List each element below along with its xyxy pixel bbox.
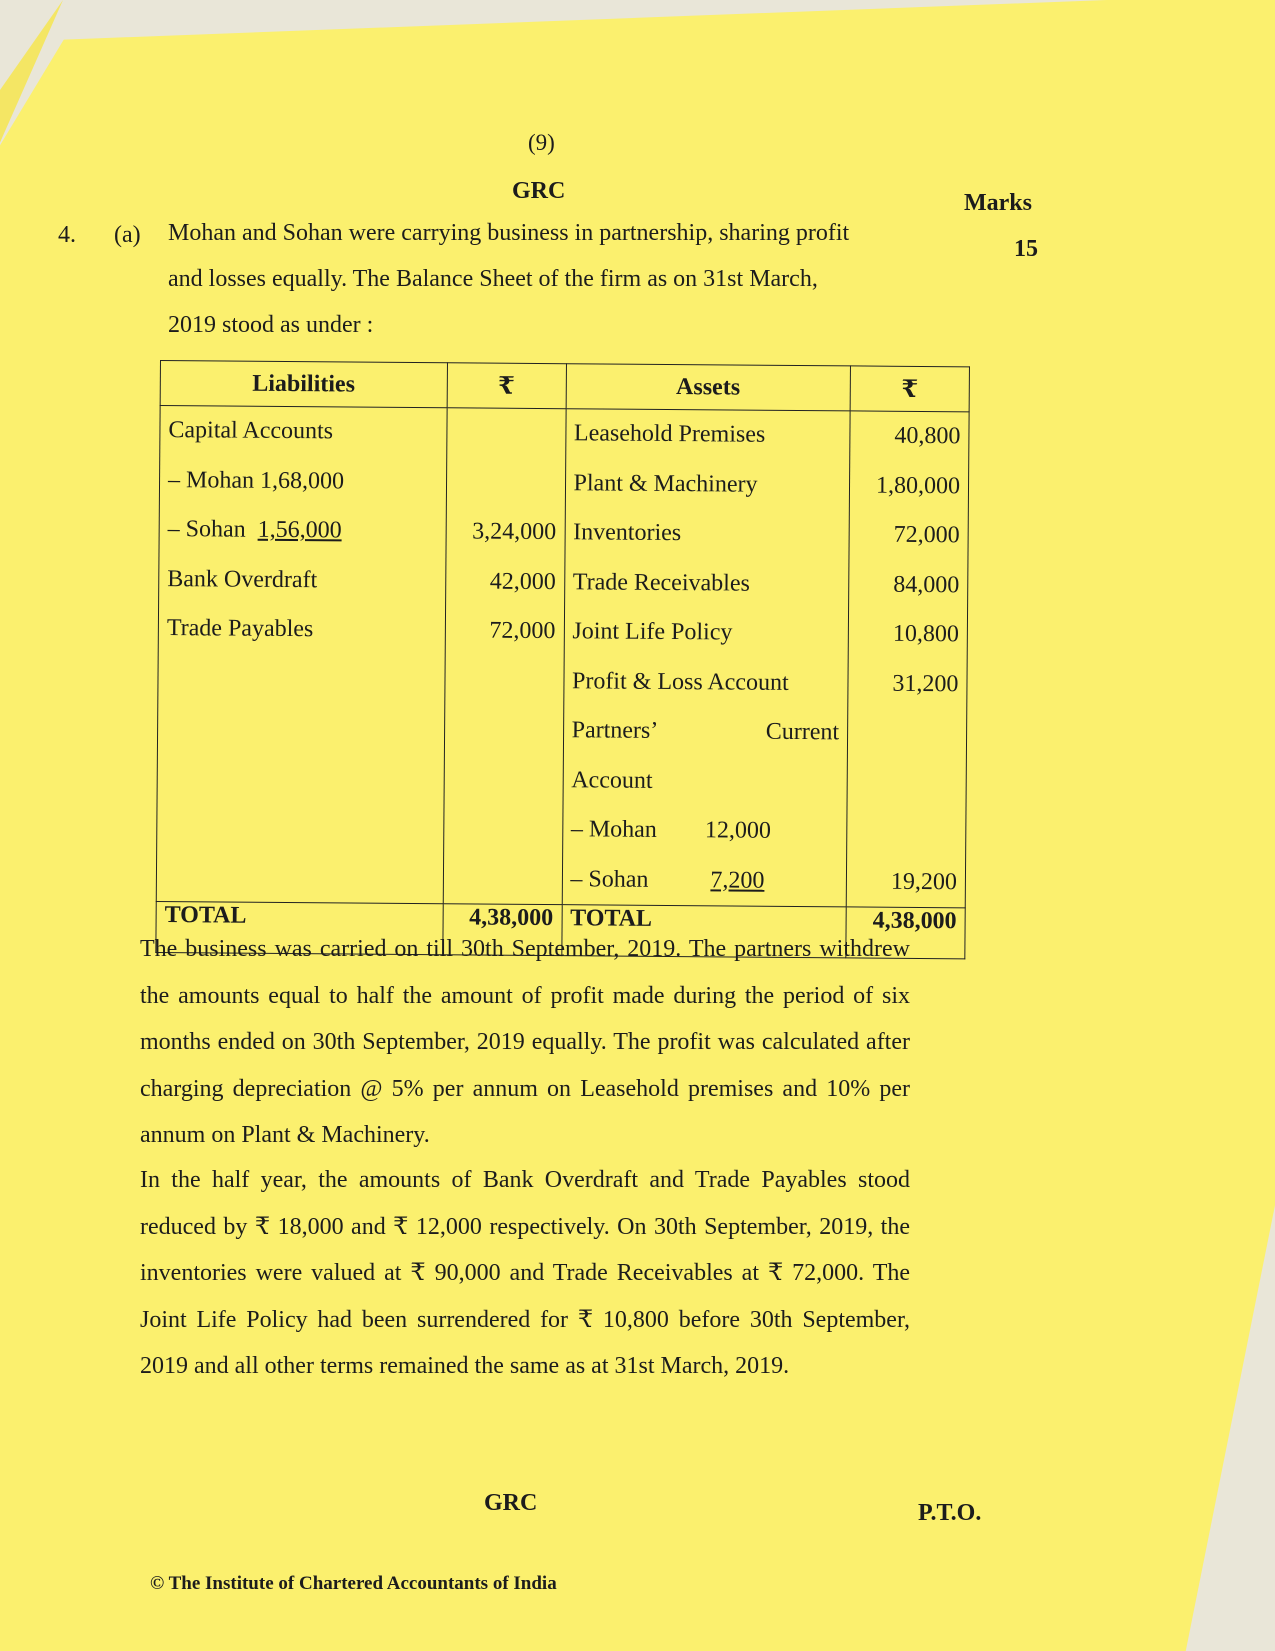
capital-mohan: – Mohan 1,68,000 (167, 466, 345, 494)
page-number: (9) (528, 130, 555, 155)
capital-accounts: Capital Accounts (168, 417, 334, 445)
question-marks: 15 (1014, 236, 1038, 262)
table-body-row (156, 406, 969, 908)
inventories-amount: 72,000 (893, 521, 960, 549)
paper-code-bottom: GRC (484, 1490, 538, 1516)
partners-current-row (571, 706, 839, 758)
pl-amount: 31,200 (892, 670, 959, 697)
header-rupee-liabilities: ₹ (447, 363, 566, 409)
partners-current-label-2: Current (765, 718, 840, 746)
inventories: Inventories (573, 519, 682, 547)
trade-payables: Trade Payables (166, 615, 314, 643)
joint-life-policy: Joint Life Policy (572, 618, 733, 646)
liabilities-amount-column (443, 408, 566, 905)
total-amount-assets: 4,38,000 (846, 907, 965, 959)
intro-line-2: and losses equally. The Balance Sheet of the firm as on 31st March, (168, 266, 818, 292)
assets-amount-column (846, 411, 969, 908)
pca-sohan-label: – Sohan (570, 865, 649, 893)
table-header-row (160, 361, 969, 412)
copyright-footer: © The Institute of Chartered Accountants of India (150, 1573, 557, 1594)
jlp-amount: 10,800 (892, 620, 959, 648)
liabilities-column (156, 406, 447, 904)
balance-sheet-table (155, 360, 970, 959)
plant-amount: 1,80,000 (875, 472, 961, 499)
assets-column (562, 409, 850, 907)
pca-sohan-amount: 7,200 (710, 866, 765, 894)
marks-label: Marks (964, 190, 1032, 216)
profit-loss-account: Profit & Loss Account (571, 667, 789, 696)
paragraph-2: In the half year, the amounts of Bank Overdraft and Trade Payables stood reduced by ₹ 18,000 and ₹ 12,000 respectively. On 30th September, 2019, the inventories were valued at ₹ 90,000 and Trade Receivables at ₹ 72,000. The Joint Life Policy had been surrendered for ₹ 10,800 before 30th September, 2019 and all other terms remained the same as at 31st March, 2019. (140, 1167, 910, 1379)
capital-total: 3,24,000 (472, 518, 557, 546)
trade-payables-amount: 72,000 (489, 617, 556, 645)
paper-code-top: GRC (512, 178, 566, 204)
plant-machinery: Plant & Machinery (573, 469, 758, 498)
leasehold-amount: 40,800 (894, 422, 961, 450)
pca-total: 19,200 (890, 868, 958, 895)
header-liabilities: Liabilities (160, 361, 447, 408)
header-rupee-assets: ₹ (850, 366, 969, 412)
capital-sohan-amount: 1,56,000 (257, 516, 342, 544)
receivables-amount: 84,000 (893, 571, 960, 598)
capital-sohan-row (167, 505, 437, 557)
bank-overdraft: Bank Overdraft (167, 565, 318, 593)
total-label-liabilities: TOTAL (156, 901, 443, 954)
partners-current-label-3: Account (571, 766, 653, 794)
question-number: 4. (58, 222, 76, 248)
pca-mohan-label: – Mohan (570, 816, 657, 843)
header-assets: Assets (566, 364, 851, 411)
total-amount-liabilities: 4,38,000 (442, 904, 561, 956)
intro-line-1: Mohan and Sohan were carrying business in partnership, sharing profit (168, 220, 850, 246)
paragraph-1: The business was carried on till 30th September, 2019. The partners withdrew the amounts equal to half the amount of profit made during the period of six months ended on 30th September, 2019 equally. The profit was calculated after charging depreciation @ 5% per annum on Leasehold premises and 10% per annum on Plant & Machinery. (140, 936, 910, 1148)
pca-mohan-amount: 12,000 (704, 817, 771, 844)
question-part: (a) (114, 222, 141, 248)
capital-sohan-label: – Sohan (167, 516, 246, 543)
pca-sohan-row (570, 855, 838, 907)
intro-line-3: 2019 stood as under : (168, 312, 374, 338)
leasehold-premises: Leasehold Premises (573, 420, 766, 448)
total-label-assets: TOTAL (561, 905, 846, 958)
pca-mohan-row (571, 805, 839, 857)
bank-overdraft-amount: 42,000 (489, 568, 556, 595)
page-turn-over: P.T.O. (918, 1500, 982, 1526)
partners-current-label-1: Partners’ (571, 717, 659, 744)
trade-receivables: Trade Receivables (572, 568, 750, 597)
